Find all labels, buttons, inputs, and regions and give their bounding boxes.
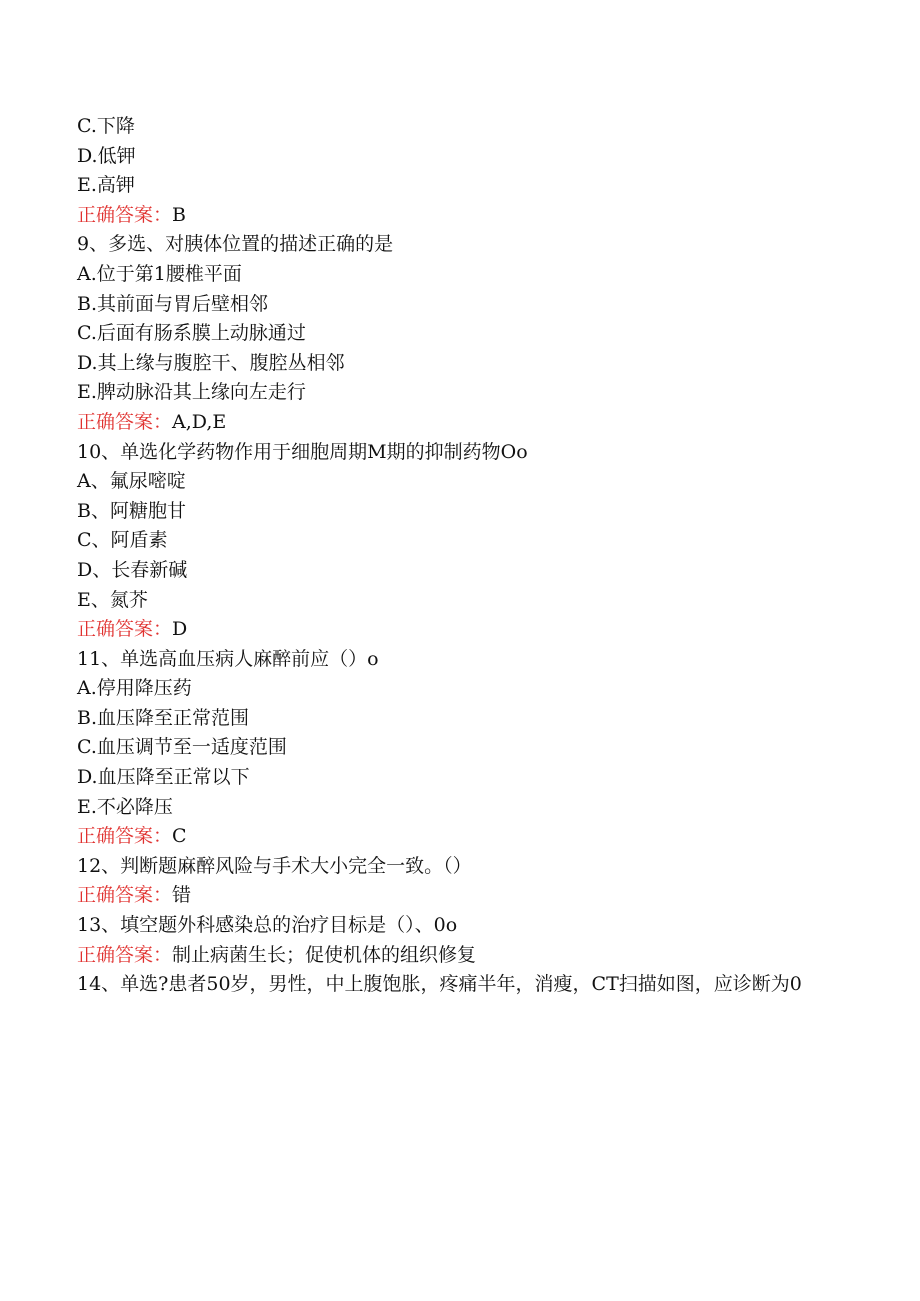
question-text: 11、单选高血压病人麻醉前应（）o — [77, 647, 379, 670]
answer-option: D.血压降至正常以下 — [77, 766, 250, 789]
answer-option: D、长春新碱 — [77, 558, 188, 581]
answer-value: 制止病菌生长；促使机体的组织修复 — [172, 943, 477, 966]
answer-value: A,D,E — [172, 410, 227, 433]
correct-answer — [77, 615, 837, 645]
answer-option: E.脾动脉沿其上缘向左走行 — [77, 381, 306, 404]
correct-answer — [77, 881, 837, 911]
answer-option: C、阿盾素 — [77, 529, 168, 552]
answer-label: 正确答案： — [77, 943, 173, 966]
answer-option: A.位于第1腰椎平面 — [77, 262, 242, 285]
question-text: 10、单选化学药物作用于细胞周期M期的抑制药物Oo — [77, 440, 528, 463]
answer-option: B、阿糖胞甘 — [77, 499, 186, 522]
answer-option: E、氮芥 — [77, 588, 148, 611]
answer-option: E.高钾 — [77, 174, 135, 197]
answer-option: C.血压调节至一适度范围 — [77, 736, 287, 759]
answer-option: D.低钾 — [77, 144, 136, 167]
answer-option: D.其上缘与腹腔干、腹腔丛相邻 — [77, 351, 345, 374]
exam-content — [77, 112, 837, 1000]
answer-value: D — [172, 618, 188, 641]
answer-option: C.后面有肠系膜上动脉通过 — [77, 322, 306, 345]
answer-label: 正确答案： — [77, 410, 173, 433]
answer-label: 正确答案： — [77, 203, 173, 226]
answer-label: 正确答案： — [77, 618, 173, 641]
answer-option: A.停用降压药 — [77, 677, 192, 700]
answer-value: 错 — [172, 884, 192, 907]
correct-answer — [77, 822, 837, 852]
question-text: 13、填空题外科感染总的治疗目标是（）、0o — [77, 914, 458, 937]
answer-option: B.其前面与胃后壁相邻 — [77, 292, 269, 315]
correct-answer — [77, 201, 837, 231]
answer-value: C — [172, 825, 187, 848]
answer-label: 正确答案： — [77, 825, 173, 848]
question-text: 12、判断题麻醉风险与手术大小完全一致。（） — [77, 854, 472, 877]
question-text: 14、单选?患者50岁，男性，中上腹饱胀，疼痛半年，消瘦，CT扫描如图，应诊断为0 — [77, 973, 802, 996]
correct-answer — [77, 941, 837, 971]
answer-option: E.不必降压 — [77, 795, 173, 818]
question-text: 9、多选、对胰体位置的描述正确的是 — [77, 233, 394, 256]
answer-option: C.下降 — [77, 115, 135, 137]
answer-option: B.血压降至正常范围 — [77, 706, 250, 729]
correct-answer — [77, 408, 837, 438]
answer-option: A、氟尿嘧啶 — [77, 470, 186, 493]
answer-label: 正确答案： — [77, 884, 173, 907]
answer-value: B — [172, 203, 186, 226]
